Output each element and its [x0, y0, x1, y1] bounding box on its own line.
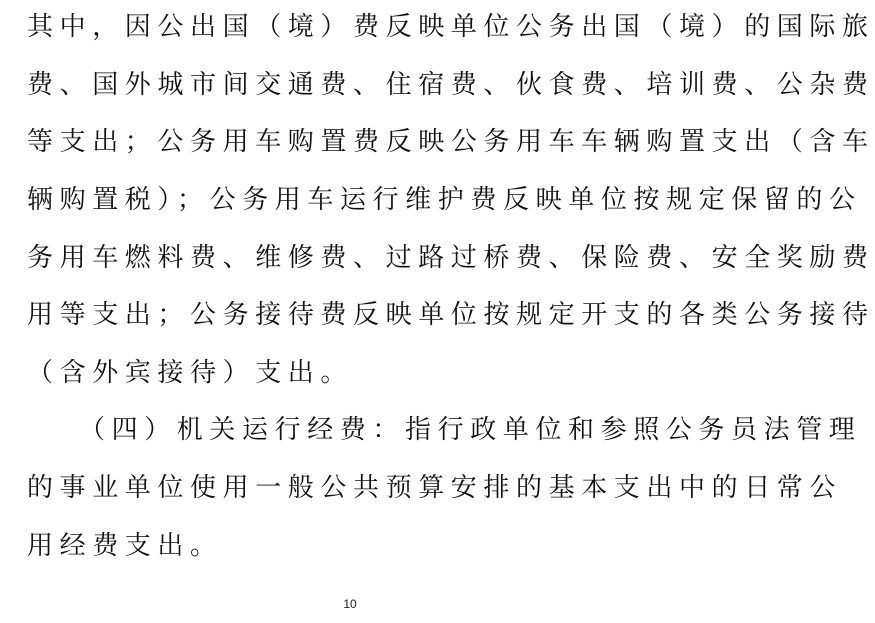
paragraph-line: 辆购置税）；公务用车运行维护费反映单位按规定保留的公 — [27, 185, 862, 215]
paragraph-line: 用经费支出。 — [27, 531, 223, 561]
paragraph-line: 的事业单位使用一般公共预算安排的基本支出中的日常公 — [27, 473, 843, 503]
paragraph-line: 用等支出；公务接待费反映单位按规定开支的各类公务接待 — [27, 300, 875, 330]
paragraph-line: （含外宾接待）支出。 — [27, 358, 354, 388]
paragraph-line: 费、国外城市间交通费、住宿费、伙食费、培训费、公杂费 — [27, 70, 875, 100]
section-heading-line: （四）机关运行经费：指行政单位和参照公务员法管理 — [79, 415, 862, 445]
paragraph-line: 务用车燃料费、维修费、过路过桥费、保险费、安全奖励费 — [27, 243, 875, 273]
page-number: 10 — [343, 597, 357, 611]
paragraph-line: 等支出；公务用车购置费反映公务用车车辆购置支出（含车 — [27, 127, 875, 157]
paragraph-line: 其中，因公出国（境）费反映单位公务出国（境）的国际旅 — [27, 12, 875, 42]
